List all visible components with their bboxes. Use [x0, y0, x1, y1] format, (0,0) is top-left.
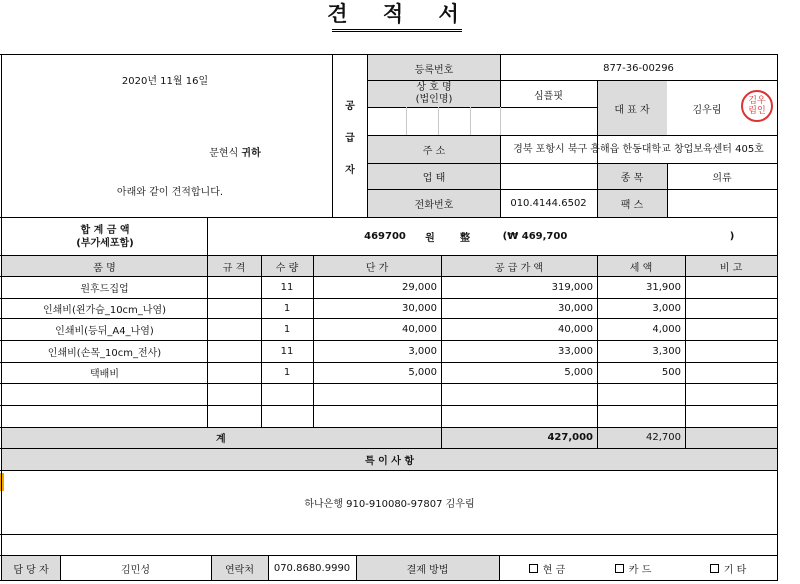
item-note [685, 298, 777, 318]
intro-text: 아래와 같이 견적합니다. [116, 186, 224, 198]
item-price: 40,000 [402, 323, 437, 335]
item-qty [261, 405, 313, 427]
item-type-label: 종 목 [620, 172, 644, 184]
item-name: 인쇄비(왼가슴_10cm_나염) [42, 304, 167, 316]
company-name-value: 심플핏 [534, 90, 563, 102]
item-note [685, 318, 777, 340]
title-underline [332, 29, 462, 32]
item-qty: 11 [280, 281, 294, 293]
col-header-price: 단 가 [365, 262, 389, 274]
item-tax: 4,000 [652, 323, 681, 335]
fax-value [667, 189, 777, 217]
item-supply [441, 405, 597, 427]
item-name: 인쇄비(등뒤_A4_나염) [55, 325, 154, 337]
quote-date: 2020년 11월 16일 [121, 75, 209, 87]
document-title: 견 적 서 [327, 2, 473, 26]
table-row [0, 298, 800, 318]
item-qty [261, 383, 313, 405]
table-row [0, 383, 800, 405]
fax-label: 팩 스 [620, 199, 644, 211]
payment-option-other[interactable]: 기 타 [688, 556, 768, 580]
sum-supply: 427,000 [547, 432, 593, 443]
company-seal: 김우림인 [741, 90, 773, 122]
item-spec [207, 318, 261, 340]
phone-value: 010.4144.6502 [510, 197, 587, 209]
business-type-label: 업 태 [422, 172, 446, 184]
manager-label: 담 당 자 [13, 564, 49, 576]
item-name: 택배비 [90, 369, 119, 380]
total-amount: 469700 [364, 230, 406, 242]
item-qty: 1 [283, 367, 291, 378]
item-name: 인쇄비(손목_10cm_전사) [47, 347, 162, 359]
contact-value: 070.8680.9990 [273, 562, 351, 574]
item-note [685, 340, 777, 362]
recipient-name: 문현식 [209, 147, 239, 159]
col-header-spec: 규 격 [222, 262, 246, 274]
item-tax: 3,300 [652, 345, 681, 357]
item-tax: 31,900 [646, 281, 681, 293]
business-type-value [500, 163, 597, 189]
address-value: 경북 포항시 북구 흥해읍 한동대학교 창업보육센터 405호 [513, 143, 764, 155]
item-qty: 1 [283, 302, 291, 314]
item-tax: 3,000 [652, 302, 681, 314]
total-won-display: (₩ 469,700 [502, 230, 568, 242]
item-note [685, 362, 777, 383]
payment-label: 결제 방법 [406, 564, 449, 576]
payment-option-cash[interactable]: 현 금 [512, 556, 582, 580]
manager-value: 김민성 [121, 564, 150, 576]
item-price: 29,000 [402, 281, 437, 293]
total-close-paren: ) [729, 230, 735, 242]
payment-option-card[interactable]: 카 드 [598, 556, 668, 580]
table-row [0, 362, 800, 383]
item-spec [207, 276, 261, 298]
item-type-value: 의류 [712, 172, 732, 184]
reg-number-label: 등록번호 [414, 64, 454, 76]
table-row [0, 340, 800, 362]
item-price: 30,000 [402, 302, 437, 314]
checkbox-icon[interactable] [710, 564, 719, 573]
item-supply: 5,000 [564, 367, 593, 378]
recipient-honorific: 귀하 [241, 147, 261, 159]
checkbox-icon[interactable] [615, 564, 624, 573]
supplier-side-label: 공 급 자 [345, 100, 355, 176]
col-header-qty: 수 량 [275, 262, 299, 274]
item-spec [207, 362, 261, 383]
item-price: 3,000 [408, 345, 437, 357]
item-qty: 11 [280, 345, 294, 357]
col-header-supply: 공 급 가 액 [494, 262, 544, 274]
item-spec [207, 340, 261, 362]
remarks-text: 하나은행 910-910080-97807 김우림 [304, 498, 475, 510]
item-note [685, 276, 777, 298]
item-supply: 33,000 [558, 345, 593, 357]
ceo-label: 대 표 자 [614, 104, 650, 116]
item-name [2, 383, 207, 405]
item-supply: 30,000 [558, 302, 593, 314]
col-header-note: 비 고 [719, 262, 743, 274]
item-name [2, 405, 207, 427]
sum-label: 계 [216, 434, 226, 445]
item-supply: 40,000 [558, 323, 593, 335]
sum-tax: 42,700 [646, 432, 681, 443]
item-supply [441, 383, 597, 405]
reg-number-value: 877-36-00296 [603, 62, 674, 74]
checkbox-icon[interactable] [529, 564, 538, 573]
item-supply: 319,000 [551, 281, 593, 293]
item-spec [207, 298, 261, 318]
total-jeong: 整 [460, 232, 470, 244]
total-unit: 원 [425, 232, 435, 244]
item-qty: 1 [283, 323, 291, 335]
remarks-label: 특 이 사 항 [364, 456, 415, 467]
table-row [0, 318, 800, 340]
table-row [0, 276, 800, 298]
phone-label: 전화번호 [414, 199, 454, 211]
table-row [0, 405, 800, 427]
item-price: 5,000 [408, 367, 437, 378]
ceo-value: 김우림 [692, 104, 722, 116]
item-tax: 500 [661, 367, 681, 378]
total-label: 합 계 금 액 (부가세포함) [76, 224, 134, 249]
company-name-label: 상 호 명 (법인명) [415, 82, 453, 105]
col-header-item: 품 명 [93, 262, 116, 274]
address-label: 주 소 [422, 145, 446, 157]
item-name: 원후드집업 [80, 283, 129, 295]
col-header-tax: 세 액 [629, 262, 653, 274]
contact-label: 연락처 [225, 564, 254, 576]
recipient [180, 142, 290, 160]
